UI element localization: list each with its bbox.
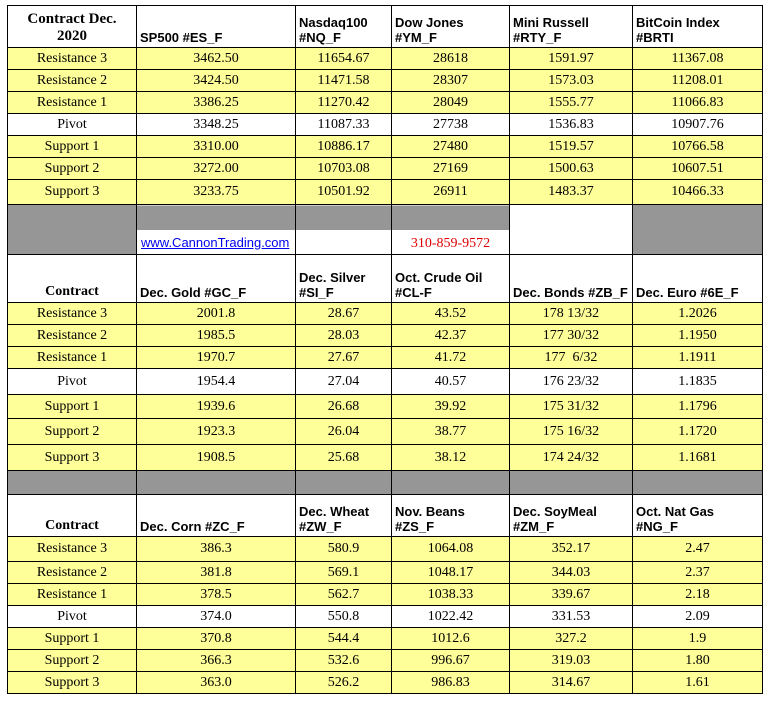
table-cell: 1.1796 — [633, 395, 763, 419]
table-cell: 3233.75 — [137, 180, 296, 205]
table-cell: 10501.92 — [296, 180, 392, 205]
table-cell: 2.09 — [633, 606, 763, 628]
table-cell: 1573.03 — [510, 70, 633, 92]
table-row — [8, 419, 763, 445]
table-cell: 11087.33 — [296, 114, 392, 136]
table-row — [8, 136, 763, 158]
column-header: Dec. Gold #GC_F — [137, 255, 296, 303]
table-cell: 327.2 — [510, 628, 633, 650]
table-cell: 562.7 — [296, 584, 392, 606]
table-cell: 1500.63 — [510, 158, 633, 180]
table-cell: 314.67 — [510, 672, 633, 694]
table-cell: 176 23/32 — [510, 369, 633, 395]
table-cell: 42.37 — [392, 325, 510, 347]
table-cell: 1.1720 — [633, 419, 763, 445]
table-row — [8, 537, 763, 562]
table-cell: 986.83 — [392, 672, 510, 694]
table-cell: 1519.57 — [510, 136, 633, 158]
table-cell: 526.2 — [296, 672, 392, 694]
table-cell: 10466.33 — [633, 180, 763, 205]
table-cell: 27169 — [392, 158, 510, 180]
table-cell: 378.5 — [137, 584, 296, 606]
table-cell: 11471.58 — [296, 70, 392, 92]
separator-cell — [296, 205, 392, 255]
table-cell: 344.03 — [510, 562, 633, 584]
table-cell: 175 31/32 — [510, 395, 633, 419]
separator-cell — [510, 471, 633, 495]
table-cell: 1483.37 — [510, 180, 633, 205]
row-label: Resistance 2 — [8, 562, 137, 584]
table-cell: 26.68 — [296, 395, 392, 419]
table-cell: 1.1681 — [633, 445, 763, 471]
row-label: Resistance 1 — [8, 584, 137, 606]
row-label: Support 2 — [8, 158, 137, 180]
column-header: Dec. Bonds #ZB_F — [510, 255, 633, 303]
table-row — [8, 180, 763, 205]
phone-number: 310-859-9572 — [410, 236, 491, 251]
table-cell: 1954.4 — [137, 369, 296, 395]
separator-cell — [392, 471, 510, 495]
table-cell: 3272.00 — [137, 158, 296, 180]
table-row — [8, 672, 763, 694]
table-cell: 28618 — [392, 48, 510, 70]
table-cell: 27.04 — [296, 369, 392, 395]
table-row — [8, 628, 763, 650]
table-cell: 370.8 — [137, 628, 296, 650]
table-cell: 43.52 — [392, 303, 510, 325]
table-cell: 1985.5 — [137, 325, 296, 347]
contract-header: Contract Dec. 2020 — [8, 6, 137, 48]
row-label: Resistance 1 — [8, 92, 137, 114]
separator-cell — [137, 471, 296, 495]
separator-row — [8, 471, 763, 495]
table-cell: 2.18 — [633, 584, 763, 606]
table-cell: 319.03 — [510, 650, 633, 672]
table-cell: 175 16/32 — [510, 419, 633, 445]
table-row — [8, 70, 763, 92]
table-cell: 40.57 — [392, 369, 510, 395]
table-cell: 27738 — [392, 114, 510, 136]
table-cell: 10703.08 — [296, 158, 392, 180]
table-cell: 352.17 — [510, 537, 633, 562]
table-cell: 41.72 — [392, 347, 510, 369]
table-cell: 1.61 — [633, 672, 763, 694]
table-row — [8, 92, 763, 114]
row-label: Support 1 — [8, 136, 137, 158]
table-cell: 1.1950 — [633, 325, 763, 347]
table-cell: 174 24/32 — [510, 445, 633, 471]
table-row — [8, 584, 763, 606]
table-row — [8, 347, 763, 369]
table-cell: 1064.08 — [392, 537, 510, 562]
table-cell: 28307 — [392, 70, 510, 92]
separator-cell — [510, 205, 633, 255]
column-header: Dec. SoyMeal #ZM_F — [510, 495, 633, 537]
row-label: Support 3 — [8, 445, 137, 471]
table-cell: 374.0 — [137, 606, 296, 628]
table-cell: 366.3 — [137, 650, 296, 672]
table-cell: 177 6/32 — [510, 347, 633, 369]
row-label: Support 2 — [8, 650, 137, 672]
row-label: Support 1 — [8, 395, 137, 419]
table-row — [8, 325, 763, 347]
table-cell: 331.53 — [510, 606, 633, 628]
table-cell: 177 30/32 — [510, 325, 633, 347]
table-cell: 1923.3 — [137, 419, 296, 445]
table-cell: 2.37 — [633, 562, 763, 584]
column-header: BitCoin Index #BRTI — [633, 6, 763, 48]
table-cell: 1038.33 — [392, 584, 510, 606]
row-label: Support 1 — [8, 628, 137, 650]
table-cell: 39.92 — [392, 395, 510, 419]
table-cell: 1012.6 — [392, 628, 510, 650]
table-row — [8, 158, 763, 180]
column-header: Dec. Wheat #ZW_F — [296, 495, 392, 537]
table-row — [8, 48, 763, 70]
table-cell: 10907.76 — [633, 114, 763, 136]
column-header: Nov. Beans #ZS_F — [392, 495, 510, 537]
table-cell: 1555.77 — [510, 92, 633, 114]
table-cell: 38.77 — [392, 419, 510, 445]
table-cell: 28.67 — [296, 303, 392, 325]
column-header: Nasdaq100 #NQ_F — [296, 6, 392, 48]
table-cell: 1.1835 — [633, 369, 763, 395]
separator-cell — [633, 205, 763, 255]
column-header: Dow Jones #YM_F — [392, 6, 510, 48]
table-cell: 580.9 — [296, 537, 392, 562]
separator-cell — [8, 205, 137, 255]
table-cell: 3424.50 — [137, 70, 296, 92]
table-cell: 381.8 — [137, 562, 296, 584]
table-cell: 28049 — [392, 92, 510, 114]
table-row — [8, 562, 763, 584]
table-cell: 1591.97 — [510, 48, 633, 70]
table-row — [8, 445, 763, 471]
contract-header: Contract — [8, 255, 137, 303]
table-cell: 544.4 — [296, 628, 392, 650]
table-cell: 363.0 — [137, 672, 296, 694]
row-label: Support 2 — [8, 419, 137, 445]
table-cell: 2.47 — [633, 537, 763, 562]
table-cell: 996.67 — [392, 650, 510, 672]
table-cell: 1939.6 — [137, 395, 296, 419]
table-cell: 532.6 — [296, 650, 392, 672]
table-cell: 38.12 — [392, 445, 510, 471]
column-header: Oct. Crude Oil #CL-F — [392, 255, 510, 303]
table-row — [8, 650, 763, 672]
table-cell: 569.1 — [296, 562, 392, 584]
column-header: Dec. Euro #6E_F — [633, 255, 763, 303]
table-cell: 10886.17 — [296, 136, 392, 158]
row-label: Resistance 2 — [8, 325, 137, 347]
table-cell: 27.67 — [296, 347, 392, 369]
separator-cell — [8, 471, 137, 495]
table-cell: 11654.67 — [296, 48, 392, 70]
website-link[interactable]: www.CannonTrading.com — [141, 235, 290, 250]
table-cell: 3348.25 — [137, 114, 296, 136]
table-row — [8, 369, 763, 395]
column-header: Oct. Nat Gas #NG_F — [633, 495, 763, 537]
section1-header-row — [8, 6, 763, 48]
pivot-table — [7, 5, 763, 694]
column-header: Dec. Corn #ZC_F — [137, 495, 296, 537]
table-cell: 11367.08 — [633, 48, 763, 70]
row-label: Resistance 2 — [8, 70, 137, 92]
section2-header-row — [8, 255, 763, 303]
column-header: Dec. Silver #SI_F — [296, 255, 392, 303]
separator-cell — [392, 205, 510, 255]
row-label: Resistance 3 — [8, 48, 137, 70]
column-header: Mini Russell #RTY_F — [510, 6, 633, 48]
row-label: Resistance 3 — [8, 303, 137, 325]
table-row — [8, 606, 763, 628]
table-cell: 1.80 — [633, 650, 763, 672]
table-cell: 25.68 — [296, 445, 392, 471]
table-row — [8, 395, 763, 419]
separator-row — [8, 205, 763, 255]
table-cell: 3462.50 — [137, 48, 296, 70]
table-cell: 11270.42 — [296, 92, 392, 114]
separator-cell — [296, 471, 392, 495]
row-label: Pivot — [8, 369, 137, 395]
table-cell: 178 13/32 — [510, 303, 633, 325]
table-cell: 1536.83 — [510, 114, 633, 136]
table-cell: 1.9 — [633, 628, 763, 650]
table-cell: 26911 — [392, 180, 510, 205]
table-row — [8, 114, 763, 136]
table-cell: 1022.42 — [392, 606, 510, 628]
table-cell: 1048.17 — [392, 562, 510, 584]
table-cell: 1.1911 — [633, 347, 763, 369]
section3-header-row — [8, 495, 763, 537]
row-label: Pivot — [8, 606, 137, 628]
table-cell: 28.03 — [296, 325, 392, 347]
table-cell: 1.2026 — [633, 303, 763, 325]
column-header: SP500 #ES_F — [137, 6, 296, 48]
table-cell: 27480 — [392, 136, 510, 158]
table-cell: 339.67 — [510, 584, 633, 606]
table-cell: 10766.58 — [633, 136, 763, 158]
row-label: Resistance 3 — [8, 537, 137, 562]
table-cell: 26.04 — [296, 419, 392, 445]
separator-cell — [137, 205, 296, 255]
table-cell: 11208.01 — [633, 70, 763, 92]
table-cell: 3386.25 — [137, 92, 296, 114]
table-cell: 386.3 — [137, 537, 296, 562]
row-label: Pivot — [8, 114, 137, 136]
table-cell: 3310.00 — [137, 136, 296, 158]
table-cell: 10607.51 — [633, 158, 763, 180]
table-cell: 11066.83 — [633, 92, 763, 114]
row-label: Resistance 1 — [8, 347, 137, 369]
row-label: Support 3 — [8, 180, 137, 205]
table-cell: 1970.7 — [137, 347, 296, 369]
contract-header: Contract — [8, 495, 137, 537]
separator-cell — [633, 471, 763, 495]
row-label: Support 3 — [8, 672, 137, 694]
table-cell: 1908.5 — [137, 445, 296, 471]
table-cell: 2001.8 — [137, 303, 296, 325]
table-cell: 550.8 — [296, 606, 392, 628]
table-row — [8, 303, 763, 325]
